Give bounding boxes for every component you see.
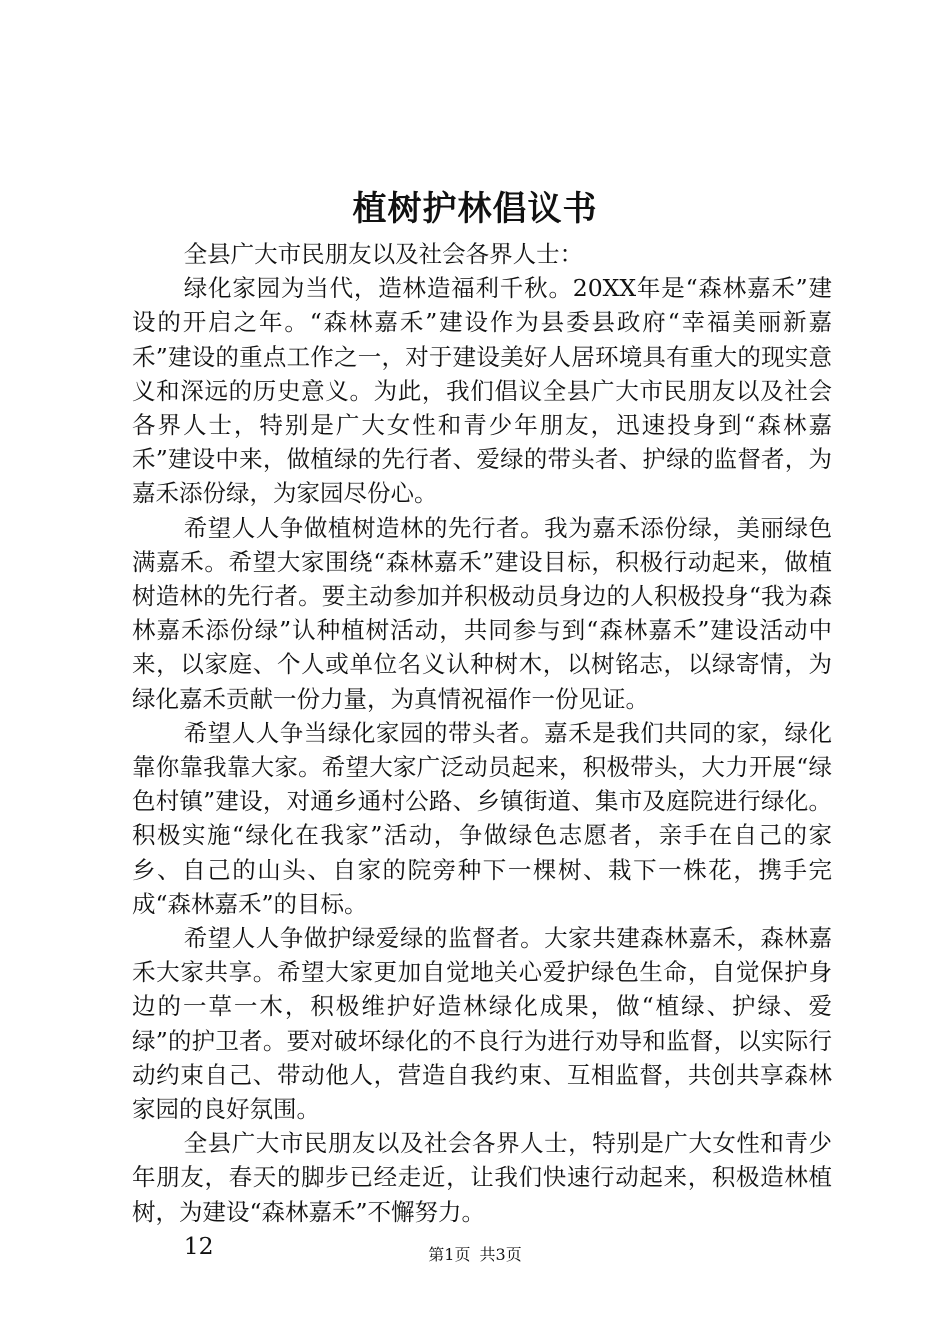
paragraph-protection-supervisor: 希望人人争做护绿爱绿的监督者。大家共建森林嘉禾，森林嘉禾大家共享。希望大家更加自觉地关心爱护绿色生命，自觉保护身边的一草一木，积极维护好造林绿化成果，做“植绿、护绿、爱绿”的护卫者。要对破坏绿化的不良行为进行劝导和监督，以实际行动约束自己、带动他人，营造自我约束、互相监督，共创共享森林家园的良好氛围。 xyxy=(132,924,832,1124)
page-footer xyxy=(0,1244,950,1266)
paragraph-greening-leader: 希望人人争当绿化家园的带头者。嘉禾是我们共同的家，绿化靠你靠我靠大家。希望大家广泛动员起来，积极带头，大力开展“绿色村镇”建设，对通乡通村公路、乡镇街道、集市及庭院进行绿化。积极实施“绿化在我家”活动，争做绿色志愿者，亲手在自己的家乡、自己的山头、自家的院旁种下一棵树、栽下一株花，携手完成“森林嘉禾”的目标。 xyxy=(132,718,832,918)
page-number-current: 第1页 xyxy=(428,1245,471,1264)
paragraph-planting-pioneer: 希望人人争做植树造林的先行者。我为嘉禾添份绿，美丽绿色满嘉禾。希望大家围绕“森林嘉禾”建设目标，积极行动起来，做植树造林的先行者。要主动参加并积极动员身边的人积极投身“我为森林嘉禾添份绿”认种植树活动，共同参与到“森林嘉禾”建设活动中来，以家庭、个人或单位名义认种树木，以树铭志，以绿寄情，为绿化嘉禾贡献一份力量，为真情祝福作一份见证。 xyxy=(132,513,832,713)
paragraph-closing-call: 全县广大市民朋友以及社会各界人士，特别是广大女性和青少年朋友，春天的脚步已经走近，让我们快速行动起来，积极造林植树，为建设“森林嘉禾”不懈努力。 xyxy=(132,1129,832,1226)
paragraph-intro: 绿化家园为当代，造林造福利千秋。20XX年是“森林嘉禾”建设的开启之年。“森林嘉禾”建设作为县委县政府“幸福美丽新嘉禾”建设的重点工作之一，对于建设美好人居环境具有重大的现实意义和深远的历史意义。为此，我们倡议全县广大市民朋友以及社会各界人士，特别是广大女性和青少年朋友，迅速投身到“森林嘉禾”建设中来，做植绿的先行者、爱绿的带头者、护绿的监督者，为嘉禾添份绿，为家园尽份心。 xyxy=(132,274,832,508)
paragraph-number: 12 xyxy=(183,1231,214,1260)
document-title: 植树护林倡议书 xyxy=(352,189,598,229)
greeting-paragraph: 全县广大市民朋友以及社会各界人士： xyxy=(183,240,584,268)
document-body xyxy=(132,237,832,1263)
page-number-total: 共3页 xyxy=(479,1245,522,1264)
